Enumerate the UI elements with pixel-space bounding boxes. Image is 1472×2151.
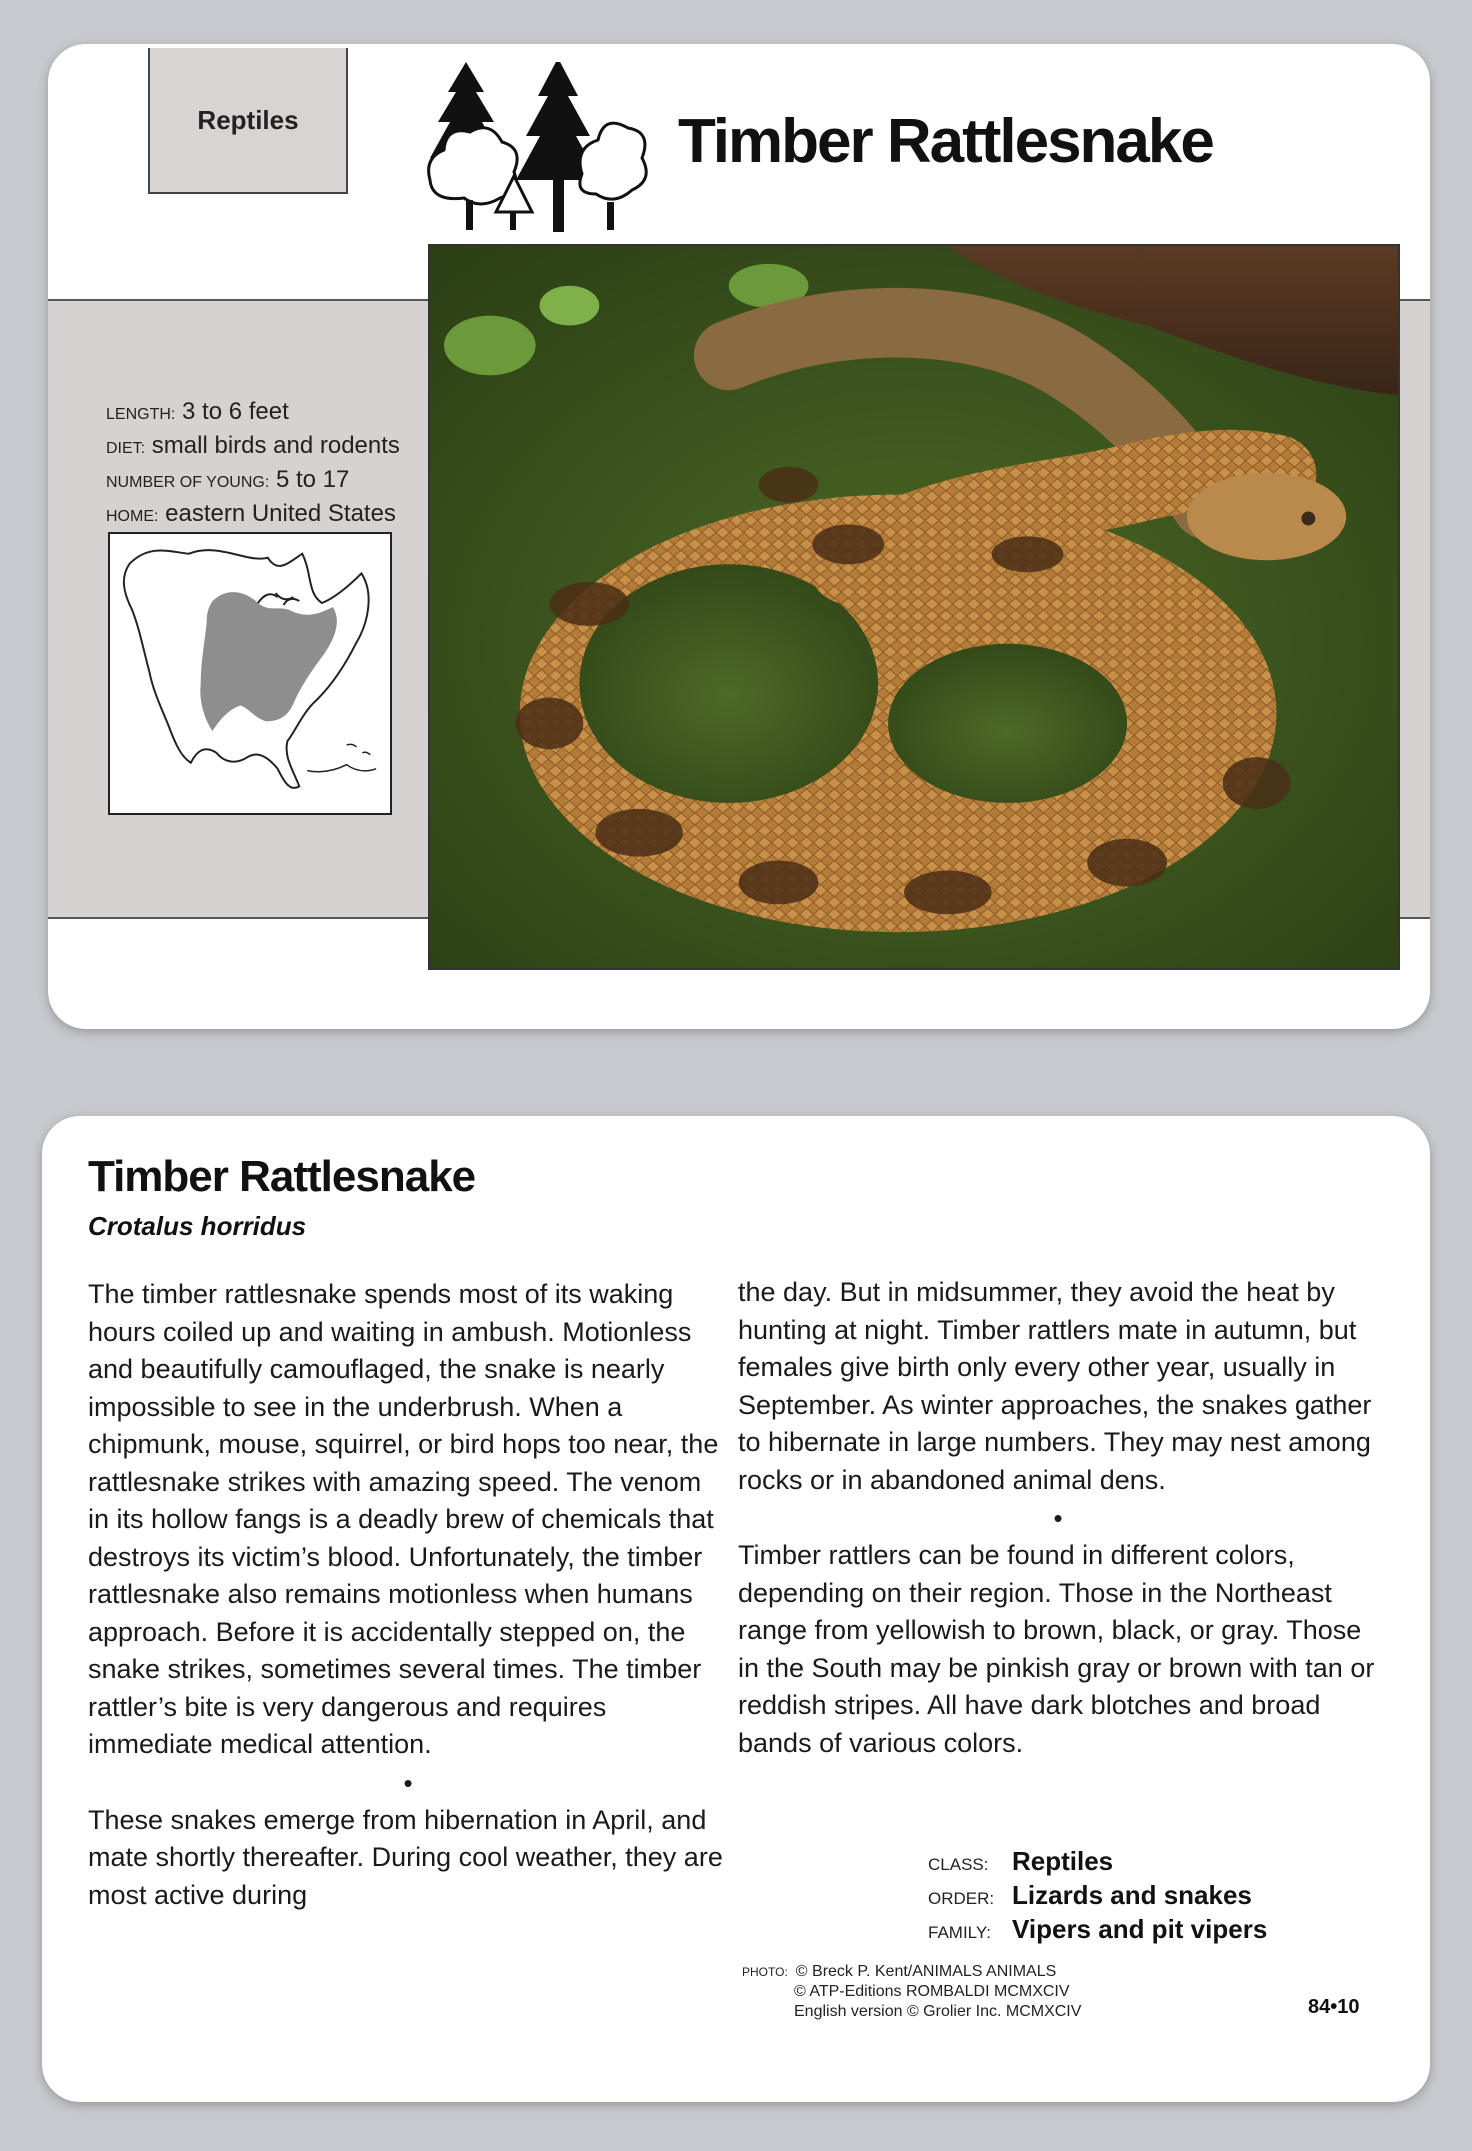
card-title: Timber Rattlesnake xyxy=(678,107,1213,176)
text-column-right xyxy=(738,1274,1378,1762)
scientific-name: Crotalus horridus xyxy=(88,1211,307,1241)
back-card xyxy=(42,1116,1430,2102)
category-label: Reptiles xyxy=(197,104,299,135)
taxonomy-list xyxy=(928,1846,1267,1948)
credit-line-3: English version © Grolier Inc. MCMXCIV xyxy=(794,2003,1082,2020)
trees-icon xyxy=(426,62,648,237)
fact-home: HOME: eastern United States xyxy=(106,500,396,527)
snake-photo xyxy=(428,244,1400,970)
paragraph-1: The timber rattlesnake spends most of its waking hours coiled up and waiting in ambush. Motionless and beautifully camouflaged, the snake is nearly impossible to see in the underbrush. When a chipmunk, mouse, squirrel, or bird hops too near, the rattlesnake strikes with amazing speed. The venom in its hollow fangs is a deadly brew of chemicals that destroys its victim’s blood. Unfortunately, the timber rattlesnake also remains motionless when humans approach. Before it is accidentally stepped on, the snake strikes, sometimes several times. The timber rattler’s bite is very dangerous and requires immediate medical attention. xyxy=(88,1279,719,1759)
paragraph-4: Timber rattlers can be found in different colors, depending on their region. Those in the Northeast range from yellowish to brown, black, or gray. Those in the South may be pinkish gray or brown with tan or reddish stripes. All have dark blotches and broad bands of various colors. xyxy=(738,1540,1375,1758)
card-number: 84•10 xyxy=(1308,1996,1360,2018)
separator-dot: • xyxy=(1053,1503,1063,1533)
photo-credits xyxy=(742,1962,1081,2022)
fact-young: NUMBER OF YOUNG: 5 to 17 xyxy=(106,466,350,493)
taxonomy-class: CLASS: Reptiles xyxy=(928,1846,1114,1876)
front-card xyxy=(48,44,1430,1029)
fact-diet: DIET: small birds and rodents xyxy=(106,432,400,459)
credit-line-1: PHOTO: © Breck P. Kent/ANIMALS ANIMALS xyxy=(742,1963,1057,1980)
taxonomy-family: FAMILY: Vipers and pit vipers xyxy=(928,1914,1268,1944)
separator-dot: • xyxy=(403,1767,413,1798)
credit-line-2: © ATP-Editions ROMBALDI MCMXCIV xyxy=(794,1983,1070,2000)
taxonomy-order: ORDER: Lizards and snakes xyxy=(928,1880,1252,1910)
range-map-icon xyxy=(108,532,392,815)
text-column-left xyxy=(88,1276,728,1914)
paragraph-2: These snakes emerge from hibernation in April, and mate shortly thereafter. During cool weather, they are most active during xyxy=(88,1804,723,1910)
back-title: Timber Rattlesnake xyxy=(88,1152,476,1201)
fact-length: LENGTH: 3 to 6 feet xyxy=(106,398,289,425)
fact-list xyxy=(106,396,426,532)
category-box xyxy=(148,48,348,194)
paragraph-3: the day. But in midsummer, they avoid the heat by hunting at night. Timber rattlers mate in autumn, but females give birth only every other year, usually in September. As winter approaches, the snakes gather to hibernate in large numbers. They may nest among rocks or in abandoned animal dens. xyxy=(738,1277,1372,1495)
